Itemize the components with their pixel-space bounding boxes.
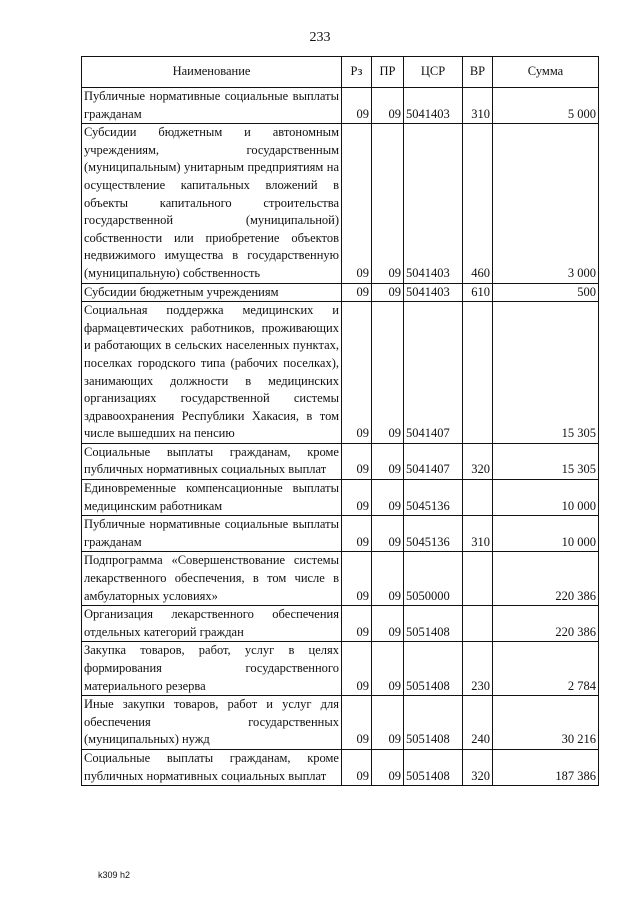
table-row — [82, 552, 599, 606]
cell-rz: 09 — [342, 302, 372, 444]
cell-vr — [463, 606, 493, 642]
header-vr: ВР — [463, 57, 493, 88]
header-pr: ПР — [372, 57, 404, 88]
cell-pr: 09 — [372, 749, 404, 785]
cell-sum: 5 000 — [493, 88, 599, 124]
cell-sum: 500 — [493, 283, 599, 302]
cell-vr: 460 — [463, 124, 493, 283]
cell-vr: 320 — [463, 443, 493, 479]
cell-csr: 5041403 — [404, 283, 463, 302]
cell-pr: 09 — [372, 516, 404, 552]
cell-sum: 10 000 — [493, 480, 599, 516]
cell-vr: 240 — [463, 696, 493, 750]
footer-code: k309 h2 — [98, 870, 131, 880]
cell-csr: 5051408 — [404, 606, 463, 642]
cell-csr: 5051408 — [404, 642, 463, 696]
cell-name: Социальные выплаты гражданам, кроме публичных нормативных социальных выплат — [82, 443, 342, 479]
table-row — [82, 443, 599, 479]
cell-csr: 5051408 — [404, 696, 463, 750]
cell-rz: 09 — [342, 642, 372, 696]
cell-csr: 5051408 — [404, 749, 463, 785]
table-row — [82, 642, 599, 696]
cell-name: Социальные выплаты гражданам, кроме публичных нормативных социальных выплат — [82, 749, 342, 785]
cell-sum: 10 000 — [493, 516, 599, 552]
cell-sum: 30 216 — [493, 696, 599, 750]
cell-rz: 09 — [342, 696, 372, 750]
cell-pr: 09 — [372, 124, 404, 283]
table-row — [82, 696, 599, 750]
header-csr: ЦСР — [404, 57, 463, 88]
cell-rz: 09 — [342, 749, 372, 785]
cell-name: Субсидии бюджетным учреждениям — [82, 283, 342, 302]
cell-vr: 320 — [463, 749, 493, 785]
cell-pr: 09 — [372, 552, 404, 606]
cell-pr: 09 — [372, 606, 404, 642]
table-row — [82, 88, 599, 124]
cell-vr: 610 — [463, 283, 493, 302]
cell-csr: 5041407 — [404, 302, 463, 444]
cell-pr: 09 — [372, 480, 404, 516]
cell-pr: 09 — [372, 302, 404, 444]
cell-csr: 5041403 — [404, 124, 463, 283]
cell-rz: 09 — [342, 552, 372, 606]
cell-rz: 09 — [342, 88, 372, 124]
cell-sum: 187 386 — [493, 749, 599, 785]
cell-name: Организация лекарственного обеспечения отдельных категорий граждан — [82, 606, 342, 642]
table-row — [82, 606, 599, 642]
cell-name: Субсидии бюджетным и автономным учреждениям, государственным (муниципальным) унитарным предприятиям на осуществление капитальных вложений в объекты капитального строительства государственной (муниципальной) собственности или приобретение объектов недвижимого имущества в государственную (муниципальную) собственность — [82, 124, 342, 283]
cell-rz: 09 — [342, 480, 372, 516]
table-body — [82, 88, 599, 786]
cell-csr: 5041407 — [404, 443, 463, 479]
cell-pr: 09 — [372, 642, 404, 696]
cell-name: Иные закупки товаров, работ и услуг для обеспечения государственных (муниципальных) нужд — [82, 696, 342, 750]
header-sum: Сумма — [493, 57, 599, 88]
cell-vr: 310 — [463, 516, 493, 552]
table-row — [82, 124, 599, 283]
budget-table — [81, 56, 599, 786]
cell-rz: 09 — [342, 516, 372, 552]
cell-vr: 230 — [463, 642, 493, 696]
cell-name: Публичные нормативные социальные выплаты гражданам — [82, 516, 342, 552]
cell-vr — [463, 480, 493, 516]
cell-vr: 310 — [463, 88, 493, 124]
cell-sum: 15 305 — [493, 302, 599, 444]
cell-rz: 09 — [342, 124, 372, 283]
cell-sum: 2 784 — [493, 642, 599, 696]
cell-pr: 09 — [372, 88, 404, 124]
cell-name: Публичные нормативные социальные выплаты гражданам — [82, 88, 342, 124]
table-row — [82, 283, 599, 302]
cell-name: Подпрограмма «Совершенствование системы лекарственного обеспечения, в том числе в амбулаторных условиях» — [82, 552, 342, 606]
cell-pr: 09 — [372, 696, 404, 750]
cell-vr — [463, 552, 493, 606]
cell-csr: 5045136 — [404, 516, 463, 552]
cell-sum: 3 000 — [493, 124, 599, 283]
cell-csr: 5041403 — [404, 88, 463, 124]
cell-csr: 5050000 — [404, 552, 463, 606]
cell-sum: 220 386 — [493, 552, 599, 606]
cell-vr — [463, 302, 493, 444]
table-row — [82, 302, 599, 444]
header-rz: Рз — [342, 57, 372, 88]
cell-rz: 09 — [342, 606, 372, 642]
cell-sum: 220 386 — [493, 606, 599, 642]
cell-name: Закупка товаров, работ, услуг в целях формирования государственного материального резерва — [82, 642, 342, 696]
table-header-row — [82, 57, 599, 88]
page-number: 233 — [309, 30, 331, 45]
table-row — [82, 749, 599, 785]
cell-sum: 15 305 — [493, 443, 599, 479]
table-row — [82, 516, 599, 552]
cell-pr: 09 — [372, 283, 404, 302]
header-name: Наименование — [82, 57, 342, 88]
cell-name: Единовременные компенсационные выплаты медицинским работникам — [82, 480, 342, 516]
cell-csr: 5045136 — [404, 480, 463, 516]
cell-pr: 09 — [372, 443, 404, 479]
cell-rz: 09 — [342, 283, 372, 302]
table-row — [82, 480, 599, 516]
cell-rz: 09 — [342, 443, 372, 479]
cell-name: Социальная поддержка медицинских и фармацевтических работников, проживающих и работающих в сельских населенных пунктах, поселках городского типа (рабочих поселках), занимающих должности в медицинских организациях государственной системы здравоохранения Республики Хакасия, в том числе вышедших на пенсию — [82, 302, 342, 444]
